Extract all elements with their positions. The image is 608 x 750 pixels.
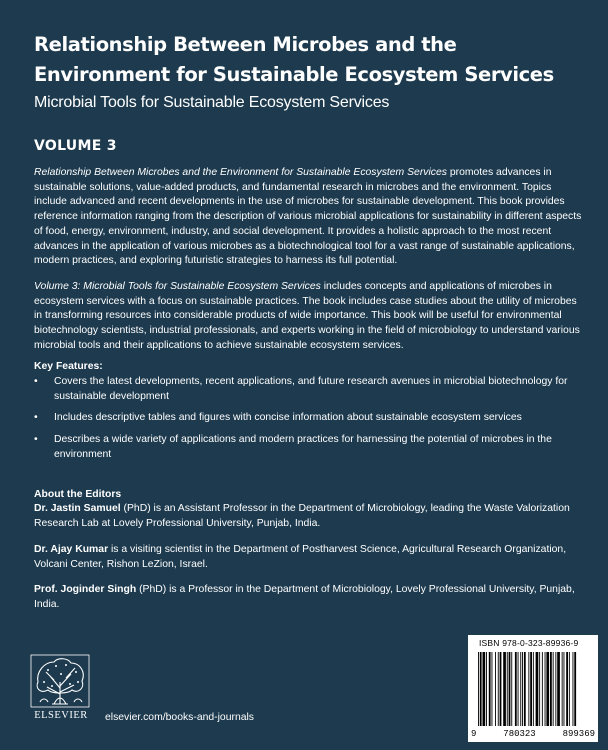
barcode-bar	[553, 652, 554, 726]
book-subtitle: Microbial Tools for Sustainable Ecosystem Services	[34, 94, 390, 111]
editor-bio	[34, 502, 582, 531]
bullet-icon: •	[34, 376, 38, 387]
bullet-icon: •	[34, 434, 38, 446]
barcode-bar	[492, 652, 493, 726]
barcode-bar	[495, 652, 496, 726]
isbn-number: ISBN 978-0-323-89936-9	[479, 638, 579, 648]
barcode-bar	[522, 652, 523, 726]
volume-label: VOLUME 3	[34, 138, 117, 154]
barcode-bar	[515, 652, 517, 726]
barcode-bar	[486, 652, 487, 726]
editor-bio	[34, 543, 582, 572]
key-feature-item	[34, 411, 582, 426]
book-title: Relationship Between Microbes and the Environment for Sustainable Ecosystem Services	[34, 33, 554, 86]
barcode-bar	[530, 652, 532, 726]
key-features-list	[34, 375, 582, 470]
editor-description: (PhD) is an Assistant Professor in the Department of Microbiology, leading the Waste Valorization Research Lab at Lovely Professional University, Punjab, India.	[34, 503, 570, 529]
key-feature-text: Includes descriptive tables and figures with concise information about sustainable ecosystem services	[54, 412, 522, 424]
barcode-bar	[483, 652, 486, 726]
description-1-text: promotes advances in sustainable solutions, value-added products, and fundamental research in microbes and the environment. Topics include advanced and recent developments in the use of microbes for sustainable development. This book provides reference information ranging from the description of various microbial applications for sustainability in different aspects of food, energy, environment, industry, and social development. It provides a holistic approach to the most recent advances in the application of various microbes as a biotechnological tool for a vast range of sustainable applications, modern practices, and exploring futuristic strategies to harness its full potential.	[34, 167, 582, 267]
key-feature-item	[34, 433, 582, 462]
barcode-bar	[545, 652, 546, 726]
editor-name: Dr. Ajay Kumar	[34, 544, 109, 555]
isbn-barcode	[468, 635, 598, 742]
barcode-bar	[509, 652, 511, 726]
description-paragraph-1	[34, 166, 582, 269]
editor-description: (PhD) is a Professor in the Department of Microbiology, Lovely Professional University, Punjab, India.	[34, 584, 575, 610]
description-paragraph-2	[34, 280, 582, 354]
barcode-bar	[528, 652, 529, 726]
key-feature-text: Covers the latest developments, recent applications, and future research avenues in microbial biotechnology for sustainable development	[54, 376, 568, 402]
barcode-bar	[507, 652, 508, 726]
editor-name: Prof. Joginder Singh	[34, 584, 137, 595]
editor-bio	[34, 583, 582, 612]
description-2-text: includes concepts and applications of microbes in ecosystem services with a focus on sustainable practices. The book includes case studies about the utility of microbes in transforming resources into considerable products of wide importance. This book will be useful for environmental biotechnology scientists, industrial professionals, and experts working in the field of microbiology to understand various microbial tools and their applications to achieve sustainable ecosystem services.	[34, 281, 580, 351]
key-features-heading: Key Features:	[34, 361, 103, 372]
barcode-bar	[542, 652, 543, 726]
description-1-book-title: Relationship Between Microbes and the Environment for Sustainable Ecosystem Services	[34, 167, 447, 178]
barcode-bar	[518, 652, 519, 726]
barcode-bar	[533, 652, 534, 726]
barcode-bar	[511, 652, 512, 726]
barcode-bar	[503, 652, 506, 726]
barcode-bar	[550, 652, 552, 726]
barcode-bar	[539, 652, 540, 726]
description-2-volume-title: Volume 3: Microbial Tools for Sustainable Ecosystem Services	[34, 281, 321, 292]
barcode-bar	[564, 652, 565, 726]
barcode-bar	[520, 652, 521, 726]
barcode-bar	[555, 652, 556, 726]
barcode-bar	[480, 652, 482, 726]
key-feature-text: Describes a wide variety of applications and modern practices for harnessing the potential of microbes in the environment	[54, 434, 552, 460]
key-feature-item	[34, 375, 582, 404]
barcode-bar	[573, 652, 574, 726]
barcode-bars	[474, 652, 592, 728]
barcode-bar	[536, 652, 539, 726]
barcode-digit-group: 780323	[503, 729, 536, 739]
barcode-bar	[524, 652, 526, 726]
barcode-bar	[498, 652, 499, 726]
barcode-bar	[566, 652, 568, 726]
publisher-url: elsevier.com/books-and-journals	[105, 712, 255, 723]
barcode-digit-group: 9	[471, 729, 477, 739]
barcode-bar	[574, 652, 576, 726]
barcode-bar	[500, 652, 502, 726]
barcode-bar	[562, 652, 563, 726]
barcode-bar	[569, 652, 570, 726]
editor-description: is a visiting scientist in the Department of Postharvest Science, Agricultural Research Organization, Volcani Center, Rishon LeZion, Israel.	[34, 544, 567, 570]
barcode-digit-group: 899369	[562, 729, 595, 739]
barcode-bar	[478, 652, 479, 726]
publisher-name: ELSEVIER	[34, 710, 88, 721]
barcode-digits	[471, 729, 595, 739]
about-editors-heading: About the Editors	[34, 489, 122, 500]
barcode-bar	[489, 652, 491, 726]
bullet-icon: •	[34, 412, 38, 424]
barcode-bar	[557, 652, 560, 726]
barcode-bar	[546, 652, 549, 726]
editor-name: Dr. Jastin Samuel	[34, 503, 121, 514]
